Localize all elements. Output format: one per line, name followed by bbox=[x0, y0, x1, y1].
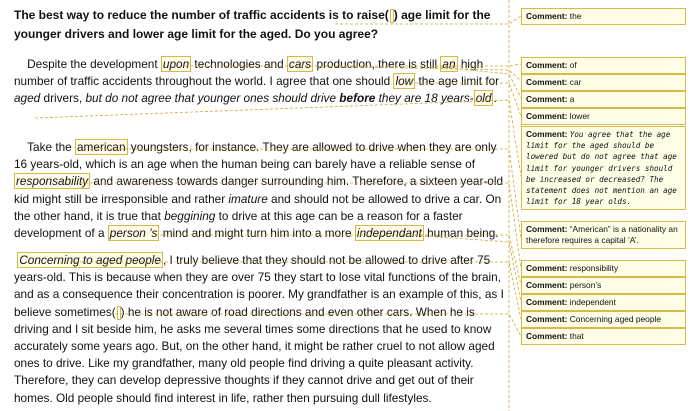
comment-balloon[interactable] bbox=[521, 277, 686, 294]
comment-label: Comment: bbox=[526, 331, 568, 341]
comment-anchor-8[interactable]: responsability bbox=[16, 174, 89, 189]
comment-balloon[interactable] bbox=[521, 260, 686, 277]
comment-balloon[interactable] bbox=[521, 74, 686, 91]
comment-anchor-12[interactable] bbox=[117, 306, 121, 320]
paragraph-1 bbox=[14, 56, 504, 108]
body-text: the age limit for bbox=[415, 74, 500, 89]
comment-text: a bbox=[569, 94, 575, 104]
comment-text: “American” is a nationality an therefore requires a capital ‘A’. bbox=[526, 224, 678, 245]
comment-label: Comment: bbox=[526, 60, 568, 70]
body-text-italic: they are 18 years- bbox=[375, 91, 474, 106]
comment-text: You agree that the age limit for the aged should be lowered but do not agree that age limit for younger drivers should be increased or decreased? The statement does not mention an age limit for 18 year olds. bbox=[526, 130, 677, 207]
comment-text: that bbox=[569, 331, 584, 341]
body-text: and awareness towards danger surrounding him. Therefore, a sixteen year-old kid might still be irresponsible and rather bbox=[14, 174, 504, 206]
comment-text: responsibility bbox=[569, 263, 619, 273]
comment-anchor-2[interactable]: upon bbox=[162, 57, 190, 71]
comment-text: of bbox=[569, 60, 577, 70]
body-text: technologies and bbox=[191, 57, 287, 71]
comment-text: car bbox=[569, 77, 582, 87]
comment-balloon[interactable] bbox=[521, 108, 686, 125]
comment-balloon[interactable] bbox=[521, 328, 686, 345]
comment-balloon[interactable] bbox=[521, 221, 686, 249]
body-text: Despite the development bbox=[27, 57, 161, 71]
comment-anchor-4[interactable]: an bbox=[442, 57, 456, 71]
comment-text: independent bbox=[569, 297, 616, 307]
body-text-bold: before bbox=[339, 91, 376, 106]
comment-label: Comment: bbox=[526, 11, 568, 21]
comment-text: Concerning aged people bbox=[569, 314, 662, 324]
body-text: , I truly believe that they should not be allowed to drive after 75 years-old. This is because when they are over 75 they start to lose vital functions of the brain, and as a consequence their concentration is poorer. My grandfather is an example of this, as I believe sometimes bbox=[14, 253, 504, 319]
body-text: high number of traffic accidents throughout the world. I agree that one should bbox=[14, 57, 484, 89]
comment-balloon[interactable] bbox=[521, 91, 686, 108]
comment-balloon[interactable] bbox=[521, 8, 686, 25]
comment-anchor-5[interactable]: low bbox=[395, 74, 414, 89]
body-text: Take the bbox=[27, 140, 75, 154]
comment-anchor-11[interactable]: Concerning to aged people bbox=[19, 253, 161, 267]
comment-balloon[interactable] bbox=[521, 126, 686, 210]
comment-label: Comment: bbox=[526, 314, 568, 324]
comment-text: the bbox=[569, 11, 582, 21]
comment-anchor-3[interactable]: cars bbox=[288, 57, 312, 71]
comment-label: Comment: bbox=[526, 129, 568, 139]
comment-anchor-10[interactable]: independant bbox=[356, 226, 422, 241]
paragraph-3: Concerning to aged people , I truly believe that they should not be allowed to drive after 75 years-old. This is because when they are over 75 they start to lose vital functions of the brain, and as a consequence their concentration is poorer. My grandfather is an example of this, as I believe sometimes( ) he is not aware of road directions and even other cars. When he is driving and I sit beside him, he asks me several times some directions that he used to know accurately some years ago. But, on the other hand, it might be rather cruel to not allow aged ones to drive. Like my grandfather, many old people find driving a quite pleasant activity. Therefore, they can develop depressive thoughts if they cannot drive and get out of their homes. Old people should find interest in life, rather then pursuing dull lifestyles. bbox=[14, 253, 504, 405]
body-text: human being. bbox=[423, 226, 499, 241]
comment-label: Comment: bbox=[526, 263, 568, 273]
essay-title: The best way to reduce the number of traffic accidents is to raise( ) age limit for the younger drivers and lower age limit for the aged. Do you agree? bbox=[14, 8, 491, 41]
body-text: production, there is still bbox=[313, 57, 441, 71]
comment-label: Comment: bbox=[526, 94, 568, 104]
comment-label: Comment: bbox=[526, 280, 568, 290]
comment-anchor-1[interactable] bbox=[390, 9, 394, 23]
body-text: youngsters, for instance. They are allowed to drive when they are only 16 years-old, which is an age when the human being can barely have a reliable sense of bbox=[14, 140, 497, 172]
body-text: mind and might turn him into a more bbox=[159, 226, 355, 241]
comment-label: Comment: bbox=[526, 77, 568, 87]
paragraph-2 bbox=[14, 139, 504, 242]
comment-label: Comment: bbox=[526, 297, 568, 307]
comment-text: lower bbox=[569, 111, 590, 121]
comment-anchor-9[interactable]: person ’s bbox=[109, 226, 158, 241]
comment-text: person’s bbox=[569, 280, 602, 290]
body-text: to drive at this age can be a reason for a faster development of a bbox=[14, 208, 463, 241]
comment-label: Comment: bbox=[526, 111, 568, 121]
comment-anchor-6[interactable]: old bbox=[475, 91, 492, 106]
comment-balloon[interactable] bbox=[521, 311, 686, 328]
body-text-italic: beggining bbox=[164, 208, 216, 223]
comment-balloon[interactable] bbox=[521, 294, 686, 311]
body-text: . bbox=[493, 91, 497, 106]
title-text: The best way to reduce the number of traffic accidents is to raise bbox=[14, 8, 385, 22]
body-text-italic: imature bbox=[228, 191, 268, 206]
title-text: age limit for the younger drivers and lower age limit for the aged. Do you agree? bbox=[14, 8, 491, 41]
body-text-italic: but do not agree that younger ones should drive bbox=[85, 91, 340, 106]
body-text-italic: aged bbox=[14, 91, 41, 106]
comment-label: Comment: bbox=[526, 224, 568, 234]
body-text: drivers, bbox=[40, 91, 86, 106]
body-text: he is not aware of road directions and even other cars. When he is driving and I sit beside him, he asks me several times some directions that he used to know accurately some years ago. But, on the other hand, it might be rather cruel to not allow aged ones to drive. Like my grandfather, many old people find driving a quite pleasant activity. Therefore, they can develop depressive thoughts if they cannot drive and get out of their homes. Old people should find interest in life, rather then pursuing dull lifestyles. bbox=[14, 304, 495, 405]
comment-balloon[interactable] bbox=[521, 57, 686, 74]
body-text: and should not be allowed to drive a car. On the other hand, it is true that bbox=[14, 191, 502, 223]
comment-anchor-7[interactable]: american bbox=[77, 140, 126, 154]
